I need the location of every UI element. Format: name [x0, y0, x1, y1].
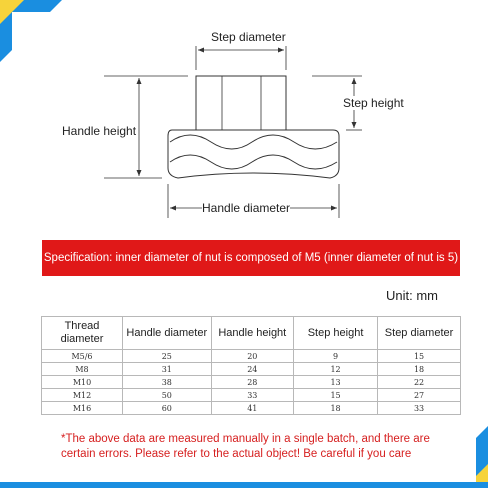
table-cell: M8 [42, 363, 123, 376]
table-cell: 33 [211, 389, 293, 402]
table-cell: M10 [42, 376, 123, 389]
col-header-step-diameter: Step diameter [378, 317, 461, 350]
table-cell: 31 [123, 363, 212, 376]
knob-dimension-diagram [12, 12, 476, 232]
handle-height-label: Handle height [62, 124, 137, 138]
table-cell: M16 [42, 402, 123, 415]
table-cell: 13 [294, 376, 378, 389]
table-cell: 25 [123, 350, 212, 363]
table-row [42, 389, 461, 402]
table-cell: 15 [378, 350, 461, 363]
table-cell: 24 [211, 363, 293, 376]
size-table [41, 316, 461, 415]
step-height-label: Step height [343, 96, 404, 110]
col-header-handle-height: Handle height [211, 317, 293, 350]
table-cell: M5/6 [42, 350, 123, 363]
measurement-disclaimer: *The above data are measured manually in a single batch, and there are certain errors. Please refer to the actual object! Be careful if you care [61, 433, 430, 460]
table-row [42, 402, 461, 415]
table-cell: 41 [211, 402, 293, 415]
specification-banner: Specification: inner diameter of nut is composed of M5 (inner diameter of nut is 5) [42, 240, 460, 276]
table-row [42, 363, 461, 376]
table-cell: 38 [123, 376, 212, 389]
col-header-step-height: Step height [294, 317, 378, 350]
col-header-thread-diameter: Thread diameter [42, 317, 123, 350]
table-cell: 28 [211, 376, 293, 389]
table-row [42, 350, 461, 363]
step-diameter-label: Step diameter [211, 30, 286, 44]
table-cell: 27 [378, 389, 461, 402]
handle-diameter-label: Handle diameter [202, 201, 291, 215]
table-cell: 22 [378, 376, 461, 389]
table-row [42, 376, 461, 389]
table-cell: 60 [123, 402, 212, 415]
table-header-row [42, 317, 461, 350]
table-cell: 50 [123, 389, 212, 402]
table-cell: 18 [378, 363, 461, 376]
bottom-accent-strip [0, 482, 488, 488]
table-cell: 15 [294, 389, 378, 402]
spec-card [12, 12, 476, 482]
table-cell: 12 [294, 363, 378, 376]
table-cell: M12 [42, 389, 123, 402]
table-cell: 9 [294, 350, 378, 363]
col-header-handle-diameter: Handle diameter [123, 317, 212, 350]
table-cell: 18 [294, 402, 378, 415]
table-cell: 33 [378, 402, 461, 415]
table-cell: 20 [211, 350, 293, 363]
unit-label: Unit: mm [386, 288, 438, 303]
